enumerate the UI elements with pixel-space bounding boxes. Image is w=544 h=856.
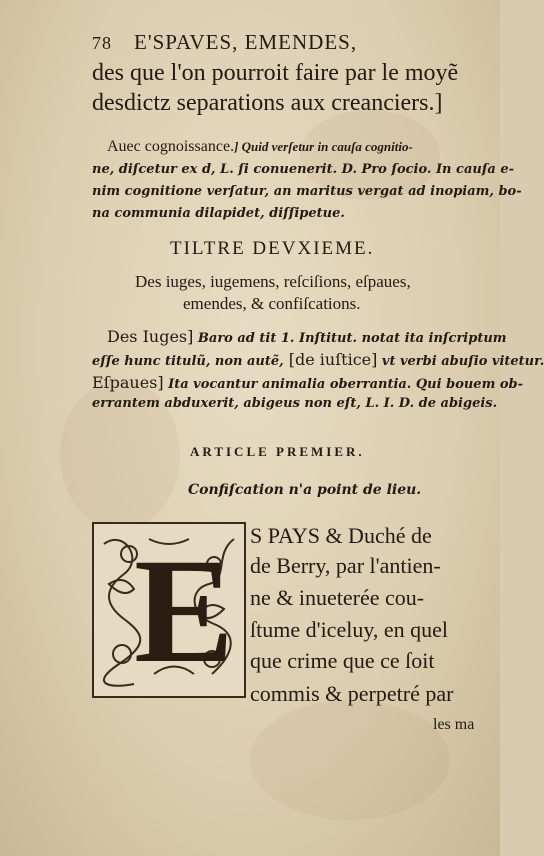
- page-number: 78: [92, 33, 112, 53]
- prev-text-line-1: des que l'on pourroit faire par le moyẽ: [92, 60, 459, 86]
- annotation-line-2: ne, diſcetur ex d, L. ſi conuenerit. D. Pro ſocio. In cauſa e-: [92, 162, 515, 177]
- body-line-5: que crime que ce ſoit: [250, 648, 435, 673]
- catchword: les ma: [433, 716, 475, 733]
- prev-text-line-2: desdictz separations aux creanciers.]: [92, 90, 443, 116]
- body-line-3: ne & inueterée cou-: [250, 585, 425, 610]
- gloss-line-4: errantem abduxerit, abigeus non eſt, L. I. D. de abigeis.: [92, 396, 498, 411]
- body-line-2: de Berry, par l'antien-: [250, 553, 441, 578]
- annotation-line-4: na communia dilapidet, diſſipetue.: [92, 206, 345, 221]
- body-line-1: S PAYS & Duché de: [250, 523, 432, 548]
- running-title: E'SPAVES, EMENDES,: [134, 30, 358, 54]
- gloss-line-3: Eſpaues] Ita vocantur animalia oberrantia. Qui bouem ob-: [92, 373, 524, 392]
- chapter-subtitle-2: emendes, & confiſcations.: [183, 294, 361, 313]
- gloss-line-2: eſſe hunc titulũ, non autẽ, [de iuſtice] vt verbi abuſio vitetur.: [92, 350, 544, 369]
- article-heading: ARTICLE PREMIER.: [190, 444, 365, 459]
- chapter-title: TILTRE DEVXIEME.: [170, 238, 375, 259]
- annotation-line-3: nim cognitione verſatur, an maritus vergat ad inopiam, bo-: [92, 184, 522, 199]
- initial-letter: E: [134, 528, 235, 694]
- annotation-line-1: [107, 138, 413, 156]
- decorated-initial: [92, 522, 246, 698]
- running-header: [92, 30, 357, 55]
- gloss-line-1: Des Iuges] Baro ad tit 1. Inſtitut. notat ita inſcriptum: [107, 327, 507, 346]
- body-line-4: ſtume d'iceluy, en quel: [250, 617, 449, 642]
- chapter-subtitle-1: Des iuges, iugemens, reſciſions, eſpaues,: [135, 272, 411, 291]
- annotation-gloss: ] Quid verſetur in cauſa cognitio-: [234, 139, 413, 154]
- body-line-6: commis & perpetré par: [250, 681, 454, 706]
- article-subtitle: Confiſcation n'a point de lieu.: [188, 482, 422, 498]
- annotation-lemma: Auec cognoissance.: [107, 138, 235, 155]
